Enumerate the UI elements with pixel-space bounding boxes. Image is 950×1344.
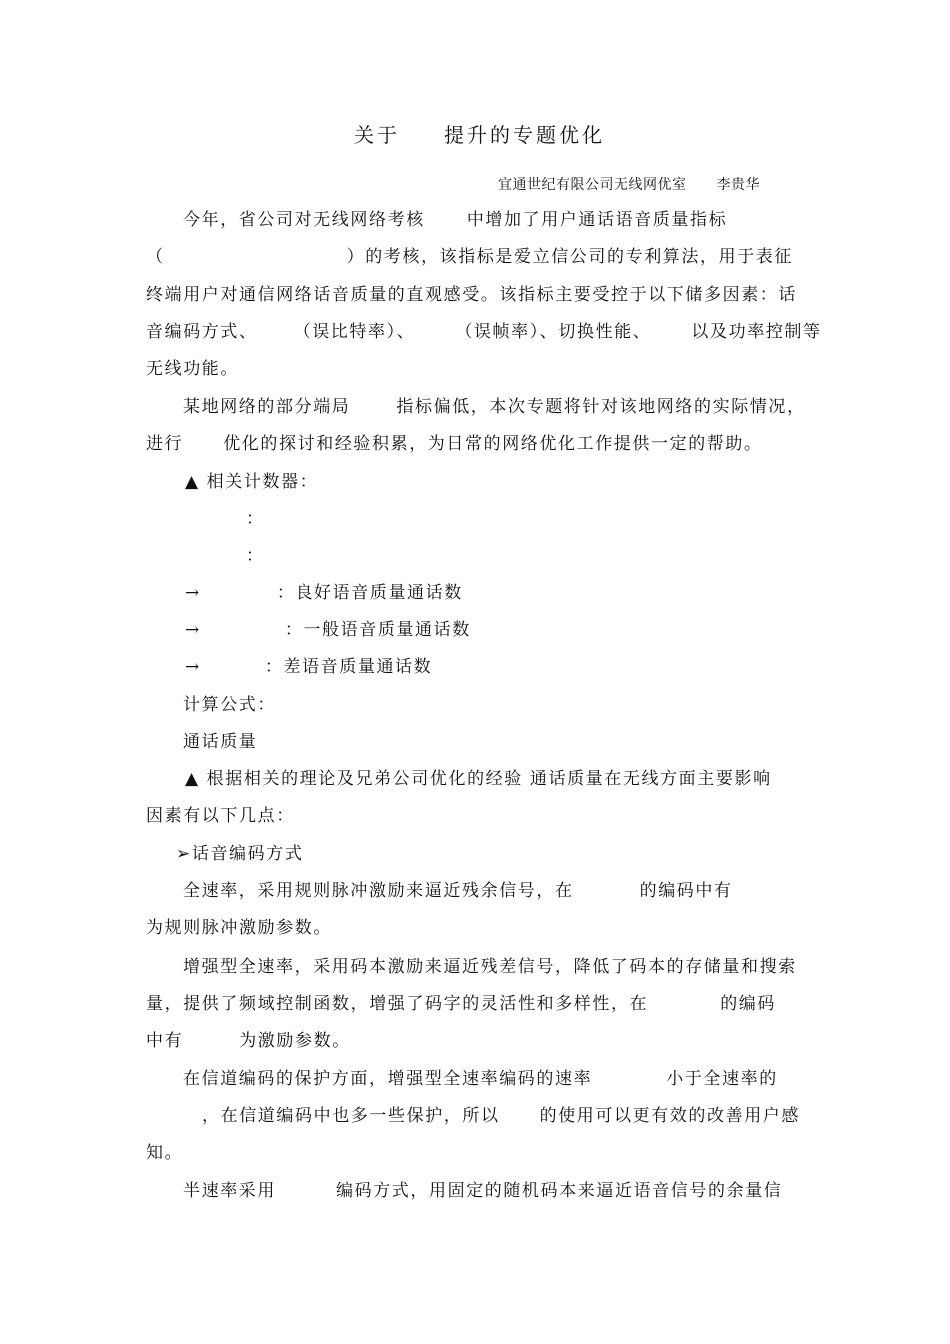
counter-item: ： [246,509,265,529]
text-line: 进行 优化的探讨和经验积累，为日常的网络优化工作提供一定的帮助。 [146,434,763,454]
text-line: 知。 [146,1143,184,1163]
title-prefix: 关于 [354,123,400,147]
author-name: 李贵华 [716,177,760,193]
text-line: 半速率采用 编码方式，用固定的随机码本来逼近语音信号的余量信 [183,1181,783,1201]
text-line: 今年，省公司对无线网络考核 中增加了用户通话语音质量指标 [183,210,728,230]
text-line: 量，提供了频域控制函数，增强了码字的灵活性和多样性，在 的编码 [146,994,777,1014]
counter-item: → ：差语音质量通话数 [185,657,433,677]
byline [498,174,760,196]
text-line: ，在信道编码中也多一些保护，所以 的使用可以更有效的改善用户感 [202,1106,801,1126]
text-line: 增强型全速率，采用码本激励来逼近残差信号，降低了码本的存储量和搜索 [183,957,797,977]
text-line: 全速率，采用规则脉冲激励来逼近残余信号，在 的编码中有 [183,881,733,901]
text-line: 音编码方式、 （误比特率）、 （误帧率）、切换性能、 以及功率控制等 [146,322,822,342]
text-line: 某地网络的部分端局 指标偏低，本次专题将针对该地网络的实际情况， [183,397,806,417]
text-line: 在信道编码的保护方面，增强型全速率编码的速率 小于全速率的 [183,1069,778,1089]
counter-item: ： [246,546,265,566]
text-line: 中有 为激励参数。 [146,1031,351,1051]
section-heading-factors: ▲ 根据相关的理论及兄弟公司优化的经验 通话质量在无线方面主要影响 [185,769,772,789]
text-line: 无线功能。 [146,359,239,379]
text-line: 因素有以下几点： [146,806,295,826]
text-line: 为规则脉冲激励参数。 [146,918,332,938]
counter-item: → ：良好语音质量通话数 [185,583,463,603]
author-organization: 宜通世纪有限公司无线网优室 [498,177,687,193]
formula-line: 通话质量 [183,732,258,752]
formula-label: 计算公式： [183,695,276,715]
text-line: （ ）的考核，该指标是爱立信公司的专利算法，用于表征 [146,247,794,267]
section-heading-counters: ▲ 相关计数器： [185,472,319,492]
counter-item: → ：一般语音质量通话数 [185,620,471,640]
bullet-heading-codec: ➢话音编码方式 [176,844,304,864]
document-title [354,124,605,146]
title-main: 提升的专题优化 [444,123,605,147]
text-line: 终端用户对通信网络话音质量的直观感受。该指标主要受控于以下储多因素：话 [146,285,797,305]
